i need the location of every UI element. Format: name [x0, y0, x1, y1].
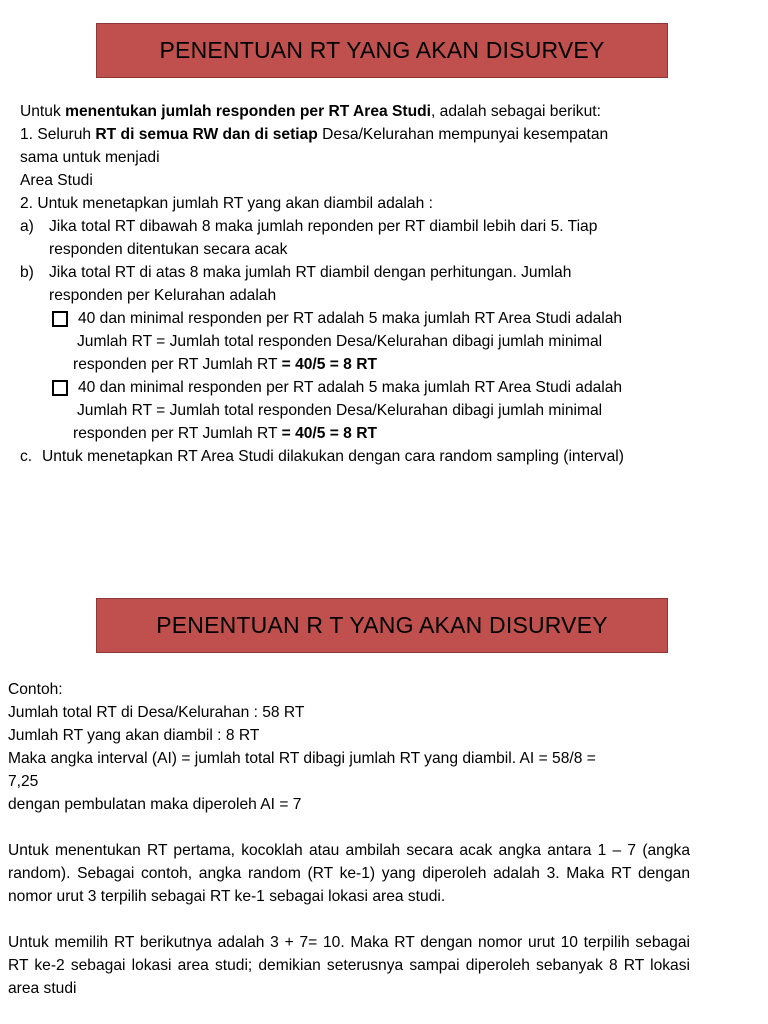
checkbox-bullet-icon: [52, 380, 68, 396]
spacer: [8, 816, 690, 839]
item-a-line-1: Jika total RT dibawah 8 maka jumlah reponden per RT diambil lebih dari 5. Tiap: [49, 218, 598, 235]
slide-title: PENENTUAN RT YANG AKAN DISURVEY: [96, 23, 668, 78]
slide-2: [0, 512, 768, 1024]
checkbox-bullet-icon: [52, 311, 68, 327]
text: Untuk: [20, 103, 66, 120]
item-b-line-1: Jika total RT di atas 8 maka jumlah RT diambil dengan perhitungan. Jumlah: [49, 264, 572, 281]
spacer: [8, 908, 690, 931]
point-2-line: 2. Untuk menetapkan jumlah RT yang akan diambil adalah :: [20, 195, 433, 212]
bullet-line-1: 40 dan minimal responden per RT adalah 5 maka jumlah RT Area Studi adalah: [78, 310, 623, 327]
text: Desa/Kelurahan mempunyai kesempatan: [317, 126, 609, 143]
example-line-2: Jumlah RT yang akan diambil : 8 RT: [8, 727, 260, 744]
point-1-line: [20, 123, 710, 146]
bold-text: menentukan jumlah responden per RT Area Studi: [65, 103, 432, 120]
bold-text: = 40/5 = 8 RT: [281, 356, 377, 373]
bold-text: = 40/5 = 8 RT: [281, 425, 377, 442]
item-marker: a): [20, 218, 34, 235]
example-line-5: dengan pembulatan maka diperoleh AI = 7: [8, 796, 302, 813]
bullet-line-3: [20, 353, 710, 376]
text: responden per RT Jumlah RT: [73, 425, 282, 442]
example-line-3: Maka angka interval (AI) = jumlah total RT dibagi jumlah RT yang diambil. AI = 58/8 =: [8, 750, 596, 767]
text: 1. Seluruh: [20, 126, 96, 143]
item-a: [20, 215, 710, 261]
text: responden per RT Jumlah RT: [73, 356, 282, 373]
item-c-text: Untuk menetapkan RT Area Studi dilakukan dengan cara random sampling (interval): [42, 448, 624, 465]
bullet-line-3: [20, 422, 710, 445]
item-marker: b): [20, 264, 34, 281]
point-1-line-2: sama untuk menjadi: [20, 149, 160, 166]
slide-title: PENENTUAN R T YANG AKAN DISURVEY: [96, 598, 668, 653]
slide-body: [8, 678, 690, 1000]
item-a-line-2: responden ditentukan secara acak: [49, 241, 288, 258]
intro-line: [20, 100, 710, 123]
point-1-line-3: Area Studi: [20, 172, 93, 189]
item-b: [20, 261, 710, 307]
bullet-line-1: 40 dan minimal responden per RT adalah 5 maka jumlah RT Area Studi adalah: [78, 379, 623, 396]
slide-body: [20, 100, 710, 468]
text: , adalah sebagai berikut:: [431, 103, 601, 120]
bullet-line-2: Jumlah RT = Jumlah total responden Desa/Kelurahan dibagi jumlah minimal: [77, 402, 603, 419]
paragraph-1: Untuk menentukan RT pertama, kocoklah atau ambilah secara acak angka antara 1 – 7 (angka random). Sebagai contoh, angka random (RT ke-1) yang diperoleh adalah 3. Maka RT dengan nomor urut 3 terpilih sebagai RT ke-1 sebagai lokasi area studi.: [8, 842, 690, 905]
item-c: [20, 445, 710, 468]
checkbox-bullet-2: [20, 376, 710, 399]
checkbox-bullet-1: [20, 307, 710, 330]
example-line-4: 7,25: [8, 773, 39, 790]
bullet-line-2: Jumlah RT = Jumlah total responden Desa/Kelurahan dibagi jumlah minimal: [77, 333, 603, 350]
contoh-label: Contoh:: [8, 681, 63, 698]
paragraph-2: Untuk memilih RT berikutnya adalah 3 + 7= 10. Maka RT dengan nomor urut 10 terpilih sebagai RT ke-2 sebagai lokasi area studi; demikian seterusnya sampai diperoleh sebanyak 8 RT lokasi area studi: [8, 934, 690, 997]
item-marker: c.: [20, 448, 33, 465]
example-line-1: Jumlah total RT di Desa/Kelurahan : 58 RT: [8, 704, 305, 721]
item-b-line-2: responden per Kelurahan adalah: [49, 287, 277, 304]
bold-text: RT di semua RW dan di setiap: [95, 126, 318, 143]
